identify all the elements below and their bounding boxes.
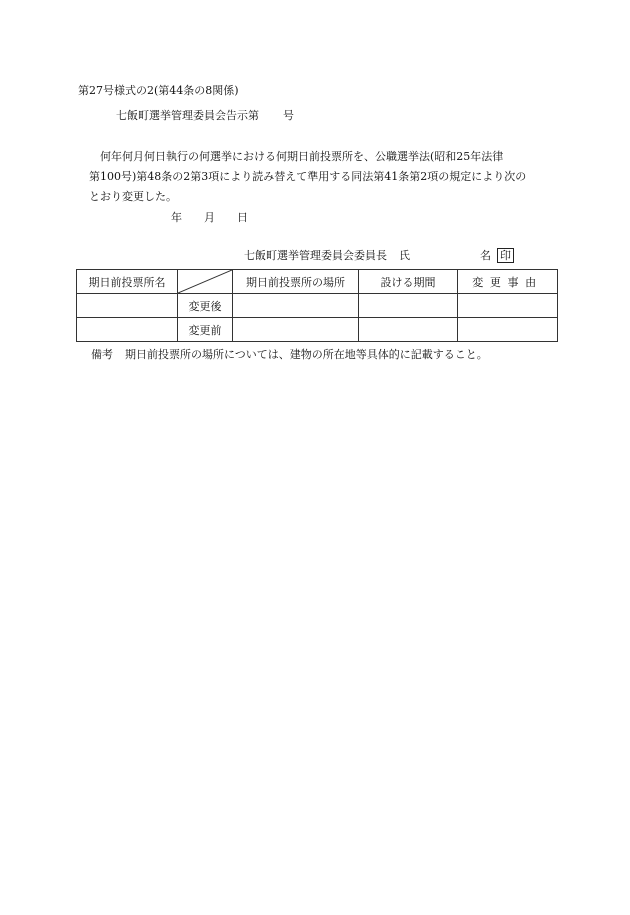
cell-name-blank [77, 318, 178, 342]
cell-period-blank [359, 318, 458, 342]
notice-body-line-3: とおり変更した。 [89, 190, 177, 203]
header-diagonal-cell [178, 270, 233, 294]
notice-heading [116, 110, 294, 121]
signature-title: 七飯町選挙管理委員会委員長 [244, 249, 387, 262]
form-number: 第27号様式の2(第44条の8関係) [78, 84, 239, 97]
date-year: 年 [171, 211, 182, 224]
signature-mei: 名 [480, 249, 491, 262]
table-row [77, 318, 558, 342]
row-label-after: 変更後 [178, 294, 233, 318]
notice-heading-prefix: 七飯町選挙管理委員会告示第 [116, 109, 259, 122]
signature-shi: 氏 [399, 249, 410, 262]
cell-location-blank [233, 318, 359, 342]
remarks-label: 備考 [91, 348, 113, 361]
date-day: 日 [237, 211, 248, 224]
header-change-reason: 変更事由 [458, 270, 558, 294]
remarks-text: 期日前投票所の場所については、建物の所在地等具体的に記載すること。 [125, 348, 488, 361]
row-label-before: 変更前 [178, 318, 233, 342]
date-month: 月 [204, 211, 215, 224]
cell-reason-blank [458, 318, 558, 342]
diagonal-line [178, 270, 232, 293]
signature-line [244, 248, 514, 263]
header-polling-place-location: 期日前投票所の場所 [233, 270, 359, 294]
header-period: 設ける期間 [359, 270, 458, 294]
cell-name-blank [77, 294, 178, 318]
cell-period-blank [359, 294, 458, 318]
table-header-row [77, 270, 558, 294]
cell-reason-blank [458, 294, 558, 318]
cell-location-blank [233, 294, 359, 318]
notice-body-line-1: 何年何月何日執行の何選挙における何期日前投票所を、公職選挙法(昭和25年法律 [100, 150, 504, 163]
table-row [77, 294, 558, 318]
notice-heading-suffix: 号 [283, 109, 294, 122]
remarks [91, 349, 488, 360]
header-polling-place-name: 期日前投票所名 [77, 270, 178, 294]
seal-stamp: 印 [497, 248, 514, 263]
notice-body-line-2: 第100号)第48条の2第3項により読み替えて準用する同法第41条第2項の規定により次の [89, 170, 527, 183]
notice-body [78, 147, 553, 207]
date-line [171, 212, 248, 223]
change-table [76, 269, 558, 342]
